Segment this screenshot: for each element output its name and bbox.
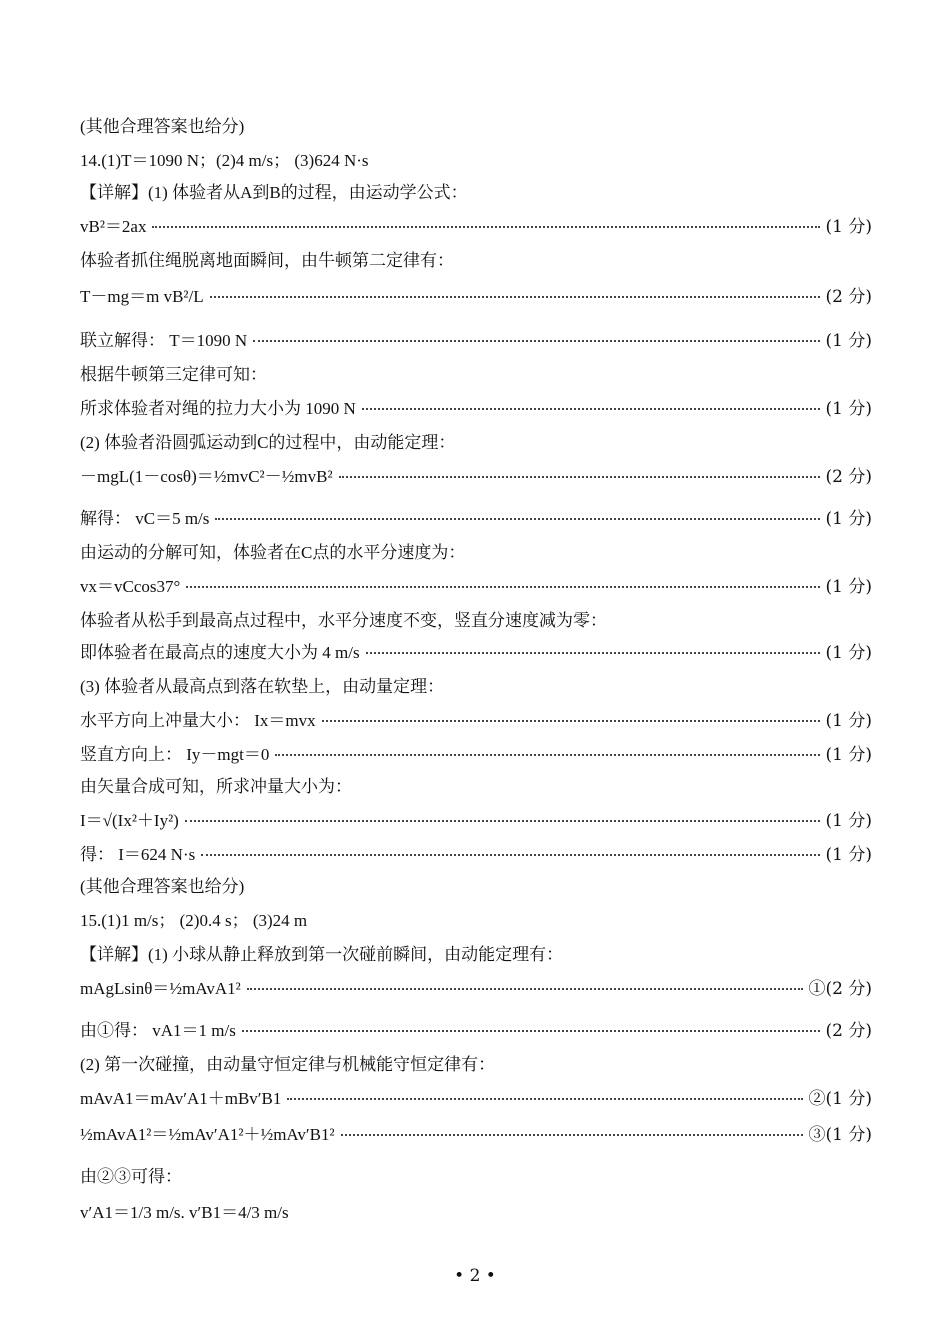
score-label: (2 分) [825,467,872,487]
dot-leader [247,988,803,990]
line-text: －mgL(1－cosθ)＝½mvC²－½mvB² [80,467,333,486]
text-line [80,1050,872,1075]
text-line [80,1120,872,1145]
dot-leader [210,296,820,298]
line-text: (2) 体验者沿圆弧运动到C的过程中，由动能定理： [80,433,456,452]
score-label: (1 分) [825,811,872,831]
text-line [80,806,872,831]
dot-leader [215,518,819,520]
text-line [80,504,872,529]
line-text: T－mg＝m vB²/L [80,287,204,306]
dot-leader [287,1098,802,1100]
dot-leader [152,226,819,228]
line-text: 联立解得： T＝1090 N [80,331,248,350]
dot-leader [253,340,819,342]
line-text: 14.(1)T＝1090 N；(2)4 m/s； (3)624 N·s [80,151,369,170]
dot-leader [366,652,820,654]
text-line [80,360,872,385]
score-label: (2 分) [825,1021,872,1041]
dot-leader [322,720,820,722]
line-text: v′A1＝1/3 m/s. v′B1＝4/3 m/s [80,1203,289,1222]
text-line [80,872,872,897]
line-text: (其他合理答案也给分) [80,877,245,896]
dot-leader [242,1030,820,1032]
text-line [80,974,872,999]
text-line [80,638,872,663]
line-text: ½mAvA1²＝½mAv′A1²＋½mAv′B1² [80,1125,335,1144]
text-line [80,1162,872,1187]
dot-leader [275,754,819,756]
text-line [80,112,872,137]
text-line [80,394,872,419]
line-text: mAvA1＝mAv′A1＋mBv′B1 [80,1089,282,1108]
score-label: (1 分) [825,745,872,765]
text-line [80,462,872,487]
page-number: • 2 • [454,1266,496,1286]
line-text: (其他合理答案也给分) [80,117,245,136]
line-text: 由②③可得： [80,1167,182,1186]
score-label: (1 分) [825,399,872,419]
dot-leader [185,820,820,822]
text-line [80,740,872,765]
text-line [80,326,872,351]
dot-leader [201,854,819,856]
dot-leader [339,476,820,478]
line-text: 根据牛顿第三定律可知： [80,365,267,384]
text-line [80,840,872,865]
dot-leader [341,1134,803,1136]
line-text: 体验者从松手到最高点过程中，水平分速度不变，竖直分速度减为零： [80,611,607,630]
score-label: ①(2 分) [808,979,872,999]
text-line [80,1198,872,1223]
line-text: 由矢量合成可知，所求冲量大小为： [80,777,352,796]
line-text: 由①得： vA1＝1 m/s [80,1021,236,1040]
dot-leader [362,408,820,410]
text-line [80,282,872,307]
line-text: 竖直方向上： Iy－mgt＝0 [80,745,270,764]
line-text: (3) 体验者从最高点到落在软垫上，由动量定理： [80,677,445,696]
score-label: (1 分) [825,643,872,663]
line-text: 解得： vC＝5 m/s [80,509,210,528]
text-line [80,1016,872,1041]
score-label: (1 分) [825,845,872,865]
line-text: vx＝vCcos37° [80,577,181,596]
score-label: (1 分) [825,331,872,351]
line-text: 由运动的分解可知，体验者在C点的水平分速度为： [80,543,466,562]
line-text: mAgLsinθ＝½mAvA1² [80,979,241,998]
text-line [80,428,872,453]
text-line [80,940,872,965]
text-line [80,246,872,271]
line-text: vB²＝2ax [80,217,147,236]
line-text: 水平方向上冲量大小： Ix＝mvx [80,711,316,730]
text-line [80,572,872,597]
line-text: 【详解】(1) 体验者从A到B的过程，由运动学公式： [80,183,468,202]
score-label: (1 分) [825,711,872,731]
score-label: (1 分) [825,577,872,597]
line-text: (2) 第一次碰撞，由动量守恒定律与机械能守恒定律有： [80,1055,496,1074]
score-label: ②(1 分) [808,1089,872,1109]
line-text: 得： I＝624 N·s [80,845,196,864]
line-text: 所求体验者对绳的拉力大小为 1090 N [80,399,356,418]
score-label: ③(1 分) [808,1125,872,1145]
text-line [80,706,872,731]
text-line [80,1084,872,1109]
text-line [80,672,872,697]
text-line [80,606,872,631]
text-line [80,906,872,931]
line-text: 即体验者在最高点的速度大小为 4 m/s [80,643,360,662]
dot-leader [186,586,819,588]
text-line [80,178,872,203]
line-text: 15.(1)1 m/s； (2)0.4 s； (3)24 m [80,911,308,930]
line-text: I＝√(Ix²＋Iy²) [80,811,179,830]
text-line [80,212,872,237]
score-label: (2 分) [825,287,872,307]
score-label: (1 分) [825,509,872,529]
score-label: (1 分) [825,217,872,237]
text-line [80,538,872,563]
text-line [80,146,872,171]
line-text: 【详解】(1) 小球从静止释放到第一次碰前瞬间，由动能定理有： [80,945,564,964]
text-line [80,772,872,797]
line-text: 体验者抓住绳脱离地面瞬间，由牛顿第二定律有： [80,251,454,270]
